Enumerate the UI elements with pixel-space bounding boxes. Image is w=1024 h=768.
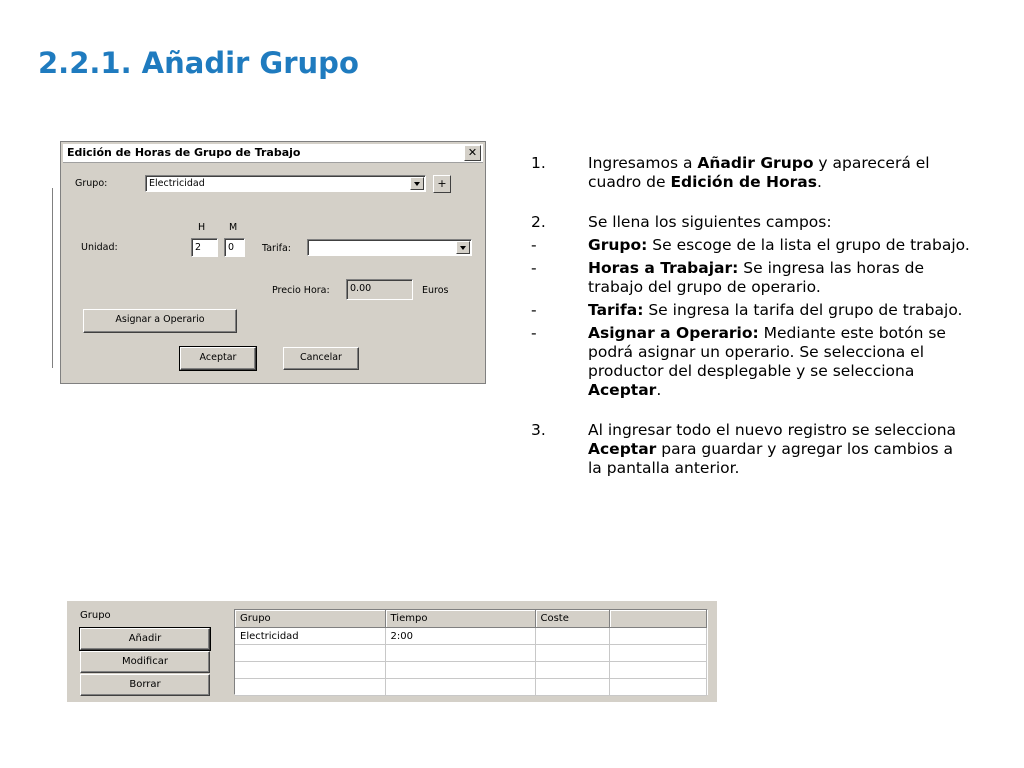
hours-column-label: H xyxy=(198,222,206,233)
table-cell xyxy=(385,679,535,696)
dialog-titlebar xyxy=(63,144,483,163)
precio-hora-label: Precio Hora: xyxy=(272,285,330,296)
text: Al ingresar todo el nuevo registro se selecciona xyxy=(588,421,957,439)
table-cell xyxy=(535,628,609,645)
table-cell xyxy=(535,662,609,679)
table-cell xyxy=(609,628,707,645)
text: y aparecerá el cuadro de xyxy=(588,154,930,191)
table-cell: Electricidad xyxy=(235,628,385,645)
table-cell xyxy=(535,679,609,696)
bold-text: Asignar a Operario: xyxy=(588,324,759,342)
divider-line xyxy=(52,188,53,368)
grupo-panel xyxy=(67,601,717,702)
text: Ingresamos a xyxy=(588,154,698,172)
bullet-item xyxy=(531,324,971,400)
dialog-title: Edición de Horas de Grupo de Trabajo xyxy=(67,146,301,159)
text: Se llena los siguientes campos: xyxy=(588,213,832,231)
precio-hora-field: 0.00 xyxy=(346,279,413,300)
slide-title: 2.2.1. Añadir Grupo xyxy=(38,46,359,80)
unidad-label: Unidad: xyxy=(81,242,118,253)
column-header[interactable]: Grupo xyxy=(235,610,385,628)
column-header[interactable]: Coste xyxy=(535,610,609,628)
bold-text: Añadir Grupo xyxy=(697,154,814,172)
bullet-item xyxy=(531,259,971,297)
column-header[interactable] xyxy=(609,610,707,628)
text: . xyxy=(656,381,662,399)
list-number: 3. xyxy=(531,421,546,439)
minutes-column-label: M xyxy=(229,222,238,233)
table-cell xyxy=(235,679,385,696)
table-cell xyxy=(609,645,707,662)
bold-text: Aceptar xyxy=(588,381,657,399)
minutes-input[interactable]: 0 xyxy=(224,238,245,257)
chevron-down-icon[interactable] xyxy=(456,241,470,254)
list-number: 2. xyxy=(531,213,546,231)
text: Se ingresa la tarifa del grupo de trabajo. xyxy=(643,301,963,319)
add-grupo-button[interactable]: + xyxy=(433,175,451,193)
bold-text: Tarifa: xyxy=(588,301,644,319)
close-icon[interactable]: ✕ xyxy=(464,145,481,161)
table-header-row xyxy=(235,610,707,628)
add-button[interactable]: Añadir xyxy=(80,628,210,650)
table-cell xyxy=(609,679,707,696)
assign-operator-button[interactable]: Asignar a Operario xyxy=(83,309,237,333)
grupo-select[interactable] xyxy=(145,175,426,192)
grupo-select-value: Electricidad xyxy=(149,178,205,189)
text: para guardar y agregar los cambios a la pantalla anterior. xyxy=(588,440,953,477)
euros-label: Euros xyxy=(422,285,449,296)
grupo-table xyxy=(234,609,708,695)
table-cell xyxy=(385,645,535,662)
tarifa-label: Tarifa: xyxy=(262,243,291,254)
table-cell xyxy=(235,662,385,679)
table-row[interactable] xyxy=(235,645,707,662)
bold-text: Horas a Trabajar: xyxy=(588,259,739,277)
chevron-down-icon[interactable] xyxy=(410,177,424,190)
text: . xyxy=(816,173,822,191)
table-cell xyxy=(385,662,535,679)
hours-input[interactable]: 2 xyxy=(191,238,218,257)
bold-text: Grupo: xyxy=(588,236,648,254)
accept-button[interactable]: Aceptar xyxy=(180,347,256,370)
table-row[interactable] xyxy=(235,662,707,679)
bullet-item xyxy=(531,301,971,320)
delete-button[interactable]: Borrar xyxy=(80,674,210,696)
bullet-mark: - xyxy=(531,324,537,342)
list-item xyxy=(531,421,971,478)
tarifa-select[interactable] xyxy=(307,239,472,256)
list-item xyxy=(531,154,971,192)
bullet-item xyxy=(531,236,971,255)
grupo-label: Grupo: xyxy=(75,178,108,189)
bullet-mark: - xyxy=(531,236,537,254)
text: Se ingresa las horas de trabajo del grupo de operario. xyxy=(588,259,924,296)
list-number: 1. xyxy=(531,154,546,172)
table-cell xyxy=(535,645,609,662)
edit-hours-dialog xyxy=(60,141,486,384)
list-item xyxy=(531,213,971,232)
cancel-button[interactable]: Cancelar xyxy=(283,347,359,370)
bold-text: Aceptar xyxy=(588,440,657,458)
bold-text: Edición de Horas xyxy=(670,173,817,191)
instructions-list xyxy=(531,154,971,478)
bullet-mark: - xyxy=(531,301,537,319)
table-cell xyxy=(235,645,385,662)
column-header[interactable]: Tiempo xyxy=(385,610,535,628)
table-row[interactable] xyxy=(235,628,707,645)
text: Se escoge de la lista el grupo de trabajo. xyxy=(647,236,970,254)
table-cell: 2:00 xyxy=(385,628,535,645)
bullet-mark: - xyxy=(531,259,537,277)
panel-label: Grupo xyxy=(80,610,111,621)
text: Mediante este botón se podrá asignar un operario. Se selecciona el productor del desplegable y se selecciona xyxy=(588,324,946,380)
table-cell xyxy=(609,662,707,679)
modify-button[interactable]: Modificar xyxy=(80,651,210,673)
table-row[interactable] xyxy=(235,679,707,696)
